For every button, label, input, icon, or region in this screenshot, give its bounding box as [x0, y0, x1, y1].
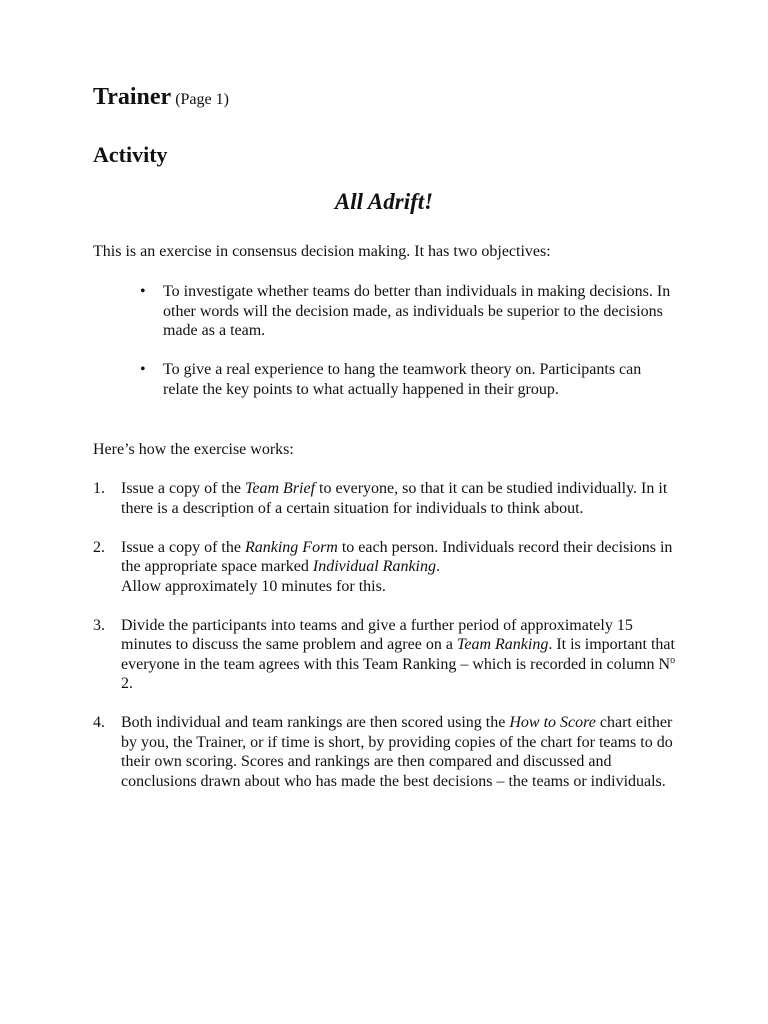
- step-emphasis: Individual Ranking: [312, 558, 436, 575]
- step-number: 1.: [93, 480, 105, 497]
- page-header: [93, 84, 229, 110]
- step-text: Issue a copy of the: [121, 480, 245, 497]
- step-number: 4.: [93, 714, 105, 731]
- page-title: Trainer: [93, 84, 172, 110]
- step-text: chart either by you, the Trainer, or if time is short, by providing copies of the chart for teams to do their own scoring. Scores and rankings are then compared and discussed and conclusions drawn about who has made the best decisions – the teams or individuals.: [121, 714, 673, 790]
- step-text: Allow approximately 10 minutes for this.: [121, 577, 386, 595]
- step-item: [93, 479, 683, 518]
- objective-item: [137, 282, 677, 341]
- objective-item: [137, 360, 677, 399]
- step-text: . It is important that everyone in the team agrees with this Team Ranking – which is recorded in column N: [121, 636, 675, 673]
- step-item: [93, 616, 683, 694]
- step-emphasis: Team Brief: [244, 480, 316, 497]
- howto-paragraph: Here’s how the exercise works:: [93, 441, 294, 458]
- step-text: .: [436, 558, 440, 575]
- section-heading: Activity: [93, 142, 168, 167]
- steps-list: [93, 479, 683, 811]
- step-emphasis: How to Score: [509, 714, 596, 731]
- intro-paragraph: This is an exercise in consensus decision making. It has two objectives:: [93, 243, 551, 260]
- step-emphasis: Team Ranking: [456, 636, 549, 653]
- objectives-list: [137, 282, 677, 419]
- step-text: Divide the participants into teams and give a further period of approximately 15 minutes to discuss the same problem and agree on a: [121, 616, 633, 653]
- page-number-label: (Page 1): [175, 91, 229, 108]
- step-text: Issue a copy of the: [121, 538, 245, 556]
- step-item: [93, 538, 683, 597]
- bullet-marker: •: [140, 283, 146, 300]
- step-number: 2.: [93, 538, 105, 556]
- step-text: to each person. Individuals record their decisions in the appropriate space marked: [121, 538, 673, 575]
- step-text: to everyone, so that it can be studied individually. In it there is a description of a certain situation for individuals to think about.: [121, 480, 668, 517]
- document-title-text: All Adrift!: [334, 189, 434, 214]
- step-item: [93, 713, 683, 791]
- step-text: 2.: [121, 675, 133, 692]
- bullet-marker: •: [140, 361, 146, 378]
- step-text: Both individual and team rankings are then scored using the: [121, 714, 510, 731]
- objective-text: To investigate whether teams do better than individuals in making decisions. In other words will the decision made, as individuals be superior to the decisions made as a team.: [163, 283, 671, 339]
- objective-text: To give a real experience to hang the teamwork theory on. Participants can relate the key points to what actually happened in their group.: [163, 361, 642, 398]
- step-number: 3.: [93, 616, 105, 634]
- document-title: [0, 189, 768, 214]
- superscript: o: [670, 654, 676, 666]
- step-emphasis: Ranking Form: [244, 538, 338, 556]
